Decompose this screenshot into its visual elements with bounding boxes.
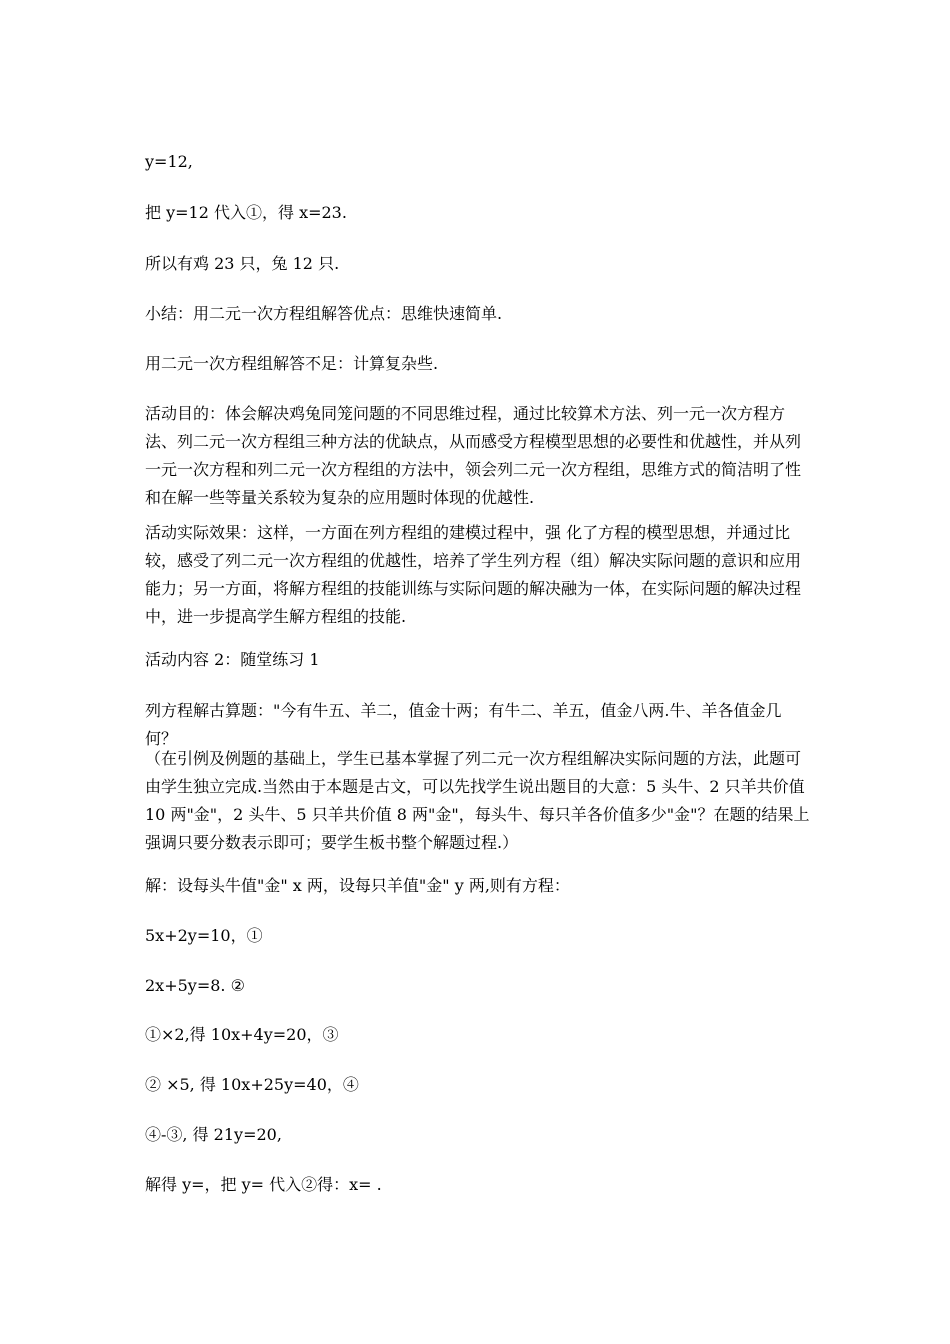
paragraph-solve-result: 解得 y=，把 y= 代入②得：x= . [145, 1175, 382, 1194]
equation-3: ①×2,得 10x+4y=20，③ [145, 1025, 339, 1044]
paragraph-activity-effect: 活动实际效果：这样，一方面在列方程组的建模过程中，强 化了方程的模型思想，并通过比较，感受了列二元一次方程组的优越性，培养了学生列方程（组）解决实际问题的意识和应用能力；另一方面，将解方程组的技能训练与实际问题的解决融为一体，在实际问题的解决过程中，进一步提高学生解方程组的技能. [145, 523, 802, 626]
equation-1: 5x+2y=10，① [145, 926, 263, 945]
paragraph-substitute-y: 把 y=12 代入①，得 x=23. [145, 203, 347, 222]
paragraph-y-equals-12: y=12, [145, 152, 193, 171]
paragraph-activity-content-2: 活动内容 2：随堂练习 1 [145, 650, 320, 669]
paragraph-ancient-problem: 列方程解古算题："今有牛五、羊二，值金十两；有牛二、羊五，值金八两.牛、羊各值金几何？ [145, 701, 782, 748]
paragraph-summary-disadvantage: 用二元一次方程组解答不足：计算复杂些. [145, 354, 439, 373]
paragraph-teaching-note: （在引例及例题的基础上，学生已基本掌握了列二元一次方程组解决实际问题的方法，此题可由学生独立完成.当然由于本题是古文，可以先找学生说出题目的大意：5 头牛、2 只羊共价值 10 两"金"，2 头牛、5 只羊共价值 8 两"金"，每头牛、每只羊各价值多少"金"？在题的结果上强调只要分数表示即可；要学生板书整个解题过程.） [145, 749, 810, 852]
paragraph-activity-purpose: 活动目的：体会解决鸡兔同笼问题的不同思维过程，通过比较算术方法、列一元一次方程方法、列二元一次方程组三种方法的优缺点，从而感受方程模型思想的必要性和优越性，并从列一元一次方程和列二元一次方程组的方法中，领会列二元一次方程组，思维方式的简洁明了性和在解一些等量关系较为复杂的应用题时体现的优越性. [145, 404, 802, 507]
equation-2: 2x+5y=8. ② [145, 976, 245, 995]
paragraph-solution-setup: 解：设每头牛值"金" x 两，设每只羊值"金" y 两,则有方程： [145, 876, 570, 895]
equation-subtract: ④-③, 得 21y=20, [145, 1125, 282, 1144]
equation-4: ② ×5, 得 10x+25y=40，④ [145, 1075, 359, 1094]
paragraph-summary-advantage: 小结：用二元一次方程组解答优点：思维快速简单. [145, 304, 503, 323]
paragraph-answer-chickens-rabbits: 所以有鸡 23 只，兔 12 只. [145, 254, 340, 273]
